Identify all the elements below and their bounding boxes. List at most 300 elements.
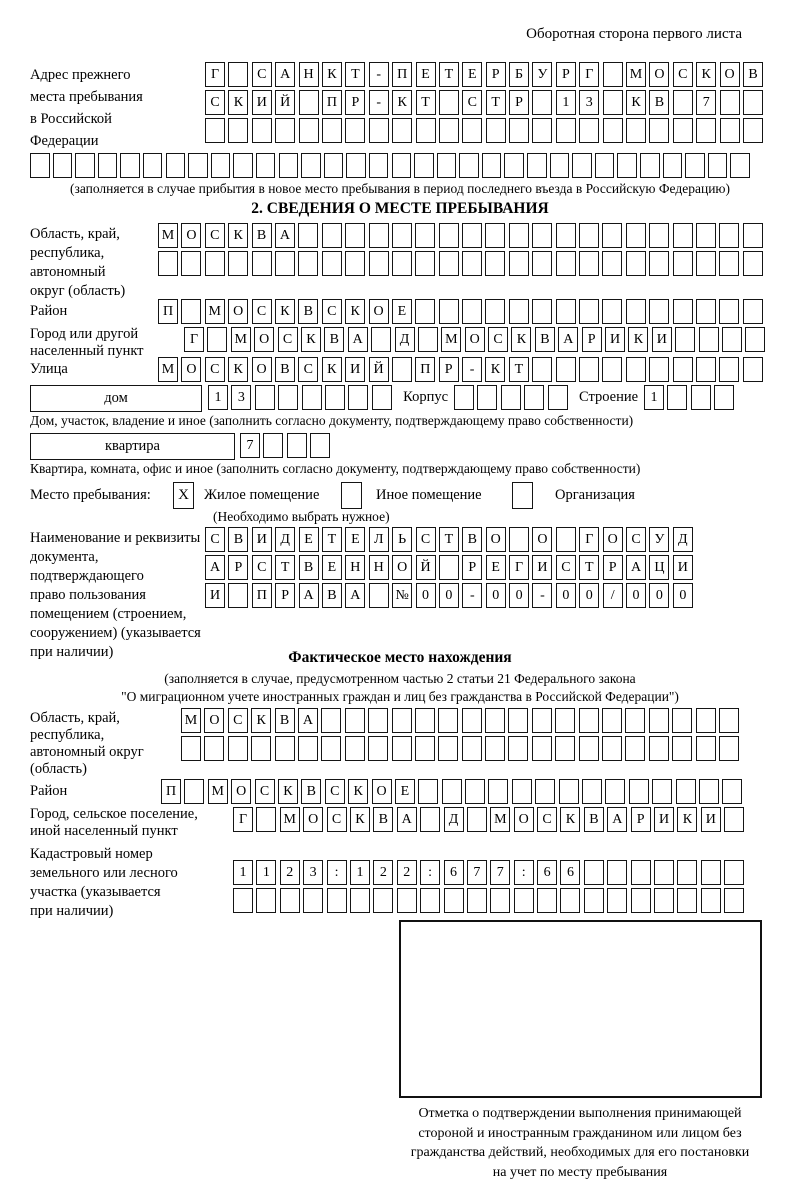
label-line: республика, [30, 727, 105, 743]
label-line: гражданства действий, необходимых для его постановки [410, 1145, 750, 1160]
char-cell [392, 223, 412, 248]
char-cell [350, 888, 370, 913]
char-cell [275, 736, 295, 761]
char-cell: 0 [673, 583, 693, 608]
char-cell: Б [509, 62, 529, 87]
char-cell [322, 251, 342, 276]
char-cell [724, 807, 744, 832]
prev-address-label [30, 62, 205, 152]
char-cell [535, 779, 555, 804]
char-cell [667, 385, 687, 410]
char-cell: К [511, 327, 531, 352]
char-cell: С [626, 527, 646, 552]
label-line: помещением (строением, [30, 606, 187, 622]
apartment-number-cells [240, 433, 334, 458]
char-cell: К [485, 357, 505, 382]
char-cell [252, 118, 272, 143]
label-line: округ (область) [30, 283, 126, 299]
char-cell: - [532, 583, 552, 608]
char-cell [414, 153, 434, 178]
char-cell: П [158, 299, 178, 324]
char-cell [439, 90, 459, 115]
char-cell [327, 888, 347, 913]
char-cell: А [626, 555, 646, 580]
char-cell: С [327, 807, 347, 832]
char-cell: Й [369, 357, 389, 382]
char-cell [555, 736, 575, 761]
apartment-row [30, 433, 770, 461]
char-cell: П [415, 357, 435, 382]
char-cell [181, 251, 201, 276]
char-cell [263, 433, 283, 458]
char-cell: Р [582, 327, 602, 352]
char-cell [299, 118, 319, 143]
char-cell [420, 888, 440, 913]
char-cell [207, 327, 227, 352]
char-cell [532, 118, 552, 143]
char-cell: М [231, 327, 251, 352]
char-cell [625, 708, 645, 733]
char-cell: А [299, 583, 319, 608]
char-cell [701, 888, 721, 913]
char-cell: 3 [231, 385, 251, 410]
char-cell [371, 327, 391, 352]
char-cell: В [228, 527, 248, 552]
char-cell [324, 153, 344, 178]
char-cell [532, 299, 552, 324]
char-cell: О [181, 357, 201, 382]
char-cell: Е [416, 62, 436, 87]
char-cell: 1 [233, 860, 253, 885]
char-cell [348, 385, 368, 410]
document-label [30, 527, 205, 662]
char-cell [719, 736, 739, 761]
char-cell: Д [673, 527, 693, 552]
actual-region-row-2 [181, 736, 742, 761]
char-cell [228, 118, 248, 143]
char-cell [438, 708, 458, 733]
char-cell: М [626, 62, 646, 87]
char-cell: О [372, 779, 392, 804]
char-cell [602, 299, 622, 324]
char-cell: О [603, 527, 623, 552]
char-cell [485, 223, 505, 248]
char-cell [691, 385, 711, 410]
char-cell: С [298, 357, 318, 382]
char-cell [532, 251, 552, 276]
prev-address-block [30, 62, 770, 150]
char-cell: Г [509, 555, 529, 580]
apartment-type-box: квартира [30, 433, 235, 460]
char-cell [415, 708, 435, 733]
char-cell: М [205, 299, 225, 324]
char-cell [392, 153, 412, 178]
cadastre-block [30, 843, 770, 919]
char-cell [369, 251, 389, 276]
confirmation-caption [355, 1104, 800, 1180]
stay-type-option-organization-label: Организация [555, 486, 635, 503]
actual-city-cells [233, 807, 748, 832]
char-cell [397, 888, 417, 913]
char-cell [631, 888, 651, 913]
char-cell [256, 153, 276, 178]
char-cell: К [301, 327, 321, 352]
char-cell: П [392, 62, 412, 87]
apartment-note: Квартира, комната, офис и иное (заполнить согласно документу, подтверждающему право собственности) [30, 461, 641, 476]
char-cell [442, 779, 462, 804]
char-cell [696, 251, 716, 276]
char-cell [462, 251, 482, 276]
district-row [30, 299, 770, 327]
label-line: Адрес прежнего [30, 67, 131, 83]
char-cell: : [514, 860, 534, 885]
char-cell: И [654, 807, 674, 832]
char-cell: А [345, 583, 365, 608]
prev-address-row-3 [205, 118, 766, 143]
char-cell [524, 385, 544, 410]
stay-type-checkbox-residential: X [173, 482, 194, 509]
char-cell [556, 118, 576, 143]
char-cell [677, 860, 697, 885]
char-cell [745, 327, 765, 352]
char-cell [724, 888, 744, 913]
char-cell [439, 223, 459, 248]
char-cell [275, 118, 295, 143]
char-cell: 0 [416, 583, 436, 608]
label-line: Наименование и реквизиты [30, 530, 201, 546]
char-cell [420, 807, 440, 832]
label-line: стороной и иностранным гражданином или лицом без [418, 1125, 742, 1141]
char-cell [345, 736, 365, 761]
char-cell [509, 223, 529, 248]
char-cell: : [420, 860, 440, 885]
char-cell [532, 708, 552, 733]
char-cell [504, 153, 524, 178]
char-cell: 7 [240, 433, 260, 458]
char-cell [204, 736, 224, 761]
char-cell: 2 [397, 860, 417, 885]
char-cell: С [322, 299, 342, 324]
char-cell [675, 327, 695, 352]
label-line: Федерации [30, 133, 99, 149]
char-cell [572, 153, 592, 178]
char-cell [607, 888, 627, 913]
char-cell [465, 779, 485, 804]
document-row-2 [205, 555, 696, 580]
char-cell [652, 779, 672, 804]
char-cell [368, 708, 388, 733]
char-cell [228, 62, 248, 87]
char-cell: В [649, 90, 669, 115]
char-cell: О [465, 327, 485, 352]
char-cell [743, 90, 763, 115]
char-cell: В [275, 708, 295, 733]
char-cell: М [158, 357, 178, 382]
char-cell: Р [275, 583, 295, 608]
char-cell [345, 251, 365, 276]
char-cell [672, 736, 692, 761]
char-cell [649, 299, 669, 324]
char-cell: С [252, 299, 272, 324]
char-cell: К [251, 708, 271, 733]
char-cell: В [299, 555, 319, 580]
char-cell: Ь [392, 527, 412, 552]
char-cell [550, 153, 570, 178]
city-row [30, 327, 770, 357]
char-cell: И [673, 555, 693, 580]
char-cell: Е [462, 62, 482, 87]
char-cell [298, 223, 318, 248]
char-cell: А [397, 807, 417, 832]
char-cell: Д [275, 527, 295, 552]
district-cells [158, 299, 766, 324]
char-cell [233, 153, 253, 178]
char-cell: О [303, 807, 323, 832]
char-cell: В [275, 357, 295, 382]
actual-city-label [30, 804, 233, 840]
char-cell [607, 860, 627, 885]
char-cell [677, 888, 697, 913]
char-cell: С [252, 555, 272, 580]
char-cell [438, 736, 458, 761]
char-cell [181, 299, 201, 324]
label-line: право пользования [30, 587, 146, 603]
char-cell [299, 90, 319, 115]
stay-type-row [30, 481, 770, 509]
char-cell [649, 223, 669, 248]
char-cell: А [607, 807, 627, 832]
char-cell: Т [345, 62, 365, 87]
char-cell: К [275, 299, 295, 324]
char-cell [477, 385, 497, 410]
char-cell [252, 251, 272, 276]
char-cell [743, 118, 763, 143]
label-line: на учет по месту пребывания [492, 1164, 668, 1180]
char-cell [673, 251, 693, 276]
char-cell [509, 118, 529, 143]
char-cell: Г [579, 527, 599, 552]
char-cell: С [462, 90, 482, 115]
char-cell: : [327, 860, 347, 885]
char-cell: С [325, 779, 345, 804]
char-cell: И [252, 527, 272, 552]
char-cell: П [252, 583, 272, 608]
char-cell [696, 736, 716, 761]
char-cell: С [278, 327, 298, 352]
char-cell: В [252, 223, 272, 248]
char-cell [699, 327, 719, 352]
char-cell: Д [444, 807, 464, 832]
char-cell [649, 118, 669, 143]
char-cell [120, 153, 140, 178]
char-cell [602, 736, 622, 761]
char-cell [654, 888, 674, 913]
char-cell: Р [486, 62, 506, 87]
char-cell [719, 223, 739, 248]
char-cell [701, 860, 721, 885]
char-cell [462, 299, 482, 324]
actual-city-row [30, 807, 770, 843]
char-cell: С [205, 527, 225, 552]
label-line: при наличии) [30, 903, 114, 919]
char-cell [720, 90, 740, 115]
char-cell [722, 327, 742, 352]
char-cell [579, 708, 599, 733]
korpus-label: Корпус [403, 389, 449, 405]
char-cell [582, 779, 602, 804]
char-cell: 0 [486, 583, 506, 608]
char-cell [501, 385, 521, 410]
char-cell: Ц [649, 555, 669, 580]
label-line: Кадастровый номер [30, 846, 153, 862]
char-cell: У [532, 62, 552, 87]
char-cell: И [345, 357, 365, 382]
char-cell [369, 118, 389, 143]
char-cell: 6 [444, 860, 464, 885]
char-cell: Е [345, 527, 365, 552]
char-cell [415, 299, 435, 324]
char-cell: Р [462, 555, 482, 580]
char-cell: М [490, 807, 510, 832]
char-cell [372, 385, 392, 410]
char-cell [205, 251, 225, 276]
char-cell: 7 [696, 90, 716, 115]
char-cell: - [369, 90, 389, 115]
char-cell [603, 62, 623, 87]
street-label: Улица [30, 361, 68, 377]
char-cell: К [348, 779, 368, 804]
house-row [30, 385, 770, 413]
char-cell [605, 779, 625, 804]
char-cell [743, 251, 763, 276]
char-cell [482, 153, 502, 178]
char-cell [629, 779, 649, 804]
char-cell: К [350, 807, 370, 832]
char-cell [322, 118, 342, 143]
stay-type-option-other-label: Иное помещение [376, 486, 482, 503]
char-cell [676, 779, 696, 804]
char-cell [392, 736, 412, 761]
char-cell [640, 153, 660, 178]
char-cell: И [532, 555, 552, 580]
char-cell [98, 153, 118, 178]
char-cell [228, 251, 248, 276]
char-cell: Й [275, 90, 295, 115]
page-side-note: Оборотная сторона первого листа [526, 26, 742, 42]
char-cell [595, 153, 615, 178]
char-cell: Е [392, 299, 412, 324]
char-cell: 0 [649, 583, 669, 608]
label-line: Город или другой [30, 326, 139, 342]
char-cell [256, 807, 276, 832]
char-cell [673, 90, 693, 115]
actual-district-row [30, 779, 770, 807]
house-type-box: дом [30, 385, 202, 412]
char-cell [626, 357, 646, 382]
char-cell [488, 779, 508, 804]
label-line: Город, сельское поселение, [30, 806, 198, 822]
char-cell [579, 251, 599, 276]
char-cell [439, 555, 459, 580]
char-cell: К [392, 90, 412, 115]
char-cell [719, 251, 739, 276]
char-cell [369, 223, 389, 248]
label-line: при наличии) [30, 644, 114, 660]
char-cell: Т [275, 555, 295, 580]
char-cell [30, 153, 50, 178]
char-cell: К [322, 62, 342, 87]
char-cell [166, 153, 186, 178]
document-row-3 [205, 583, 696, 608]
char-cell [509, 299, 529, 324]
char-cell: О [392, 555, 412, 580]
char-cell [462, 736, 482, 761]
char-cell [673, 223, 693, 248]
char-cell: Е [322, 555, 342, 580]
char-cell: Е [299, 527, 319, 552]
char-cell: С [537, 807, 557, 832]
char-cell [228, 736, 248, 761]
char-cell: А [348, 327, 368, 352]
char-cell [392, 357, 412, 382]
char-cell [663, 153, 683, 178]
char-cell: 6 [560, 860, 580, 885]
char-cell [556, 299, 576, 324]
prev-address-row-2 [205, 90, 766, 115]
char-cell: Р [439, 357, 459, 382]
char-cell: М [441, 327, 461, 352]
char-cell [310, 433, 330, 458]
char-cell [485, 736, 505, 761]
char-cell: О [254, 327, 274, 352]
char-cell [275, 251, 295, 276]
label-line: автономный [30, 264, 106, 280]
char-cell [556, 527, 576, 552]
street-row [30, 357, 770, 385]
char-cell [345, 223, 365, 248]
char-cell [724, 860, 744, 885]
char-cell: Р [345, 90, 365, 115]
cadastre-row-1 [233, 860, 748, 885]
char-cell [626, 223, 646, 248]
char-cell: Р [228, 555, 248, 580]
char-cell: И [701, 807, 721, 832]
prev-address-row-1 [205, 62, 766, 87]
char-cell: О [720, 62, 740, 87]
char-cell: Н [345, 555, 365, 580]
char-cell: С [488, 327, 508, 352]
char-cell [559, 779, 579, 804]
char-cell [602, 357, 622, 382]
char-cell [346, 153, 366, 178]
label-line: автономный округ [30, 744, 144, 760]
char-cell: Н [299, 62, 319, 87]
region-label [30, 223, 158, 301]
char-cell: 3 [579, 90, 599, 115]
char-cell [548, 385, 568, 410]
char-cell [602, 251, 622, 276]
char-cell: Й [416, 555, 436, 580]
actual-region-label [30, 708, 181, 778]
char-cell: П [161, 779, 181, 804]
char-cell [416, 118, 436, 143]
char-cell: Р [603, 555, 623, 580]
char-cell [719, 299, 739, 324]
char-cell: О [252, 357, 272, 382]
char-cell [672, 708, 692, 733]
char-cell [462, 708, 482, 733]
char-cell: 0 [626, 583, 646, 608]
